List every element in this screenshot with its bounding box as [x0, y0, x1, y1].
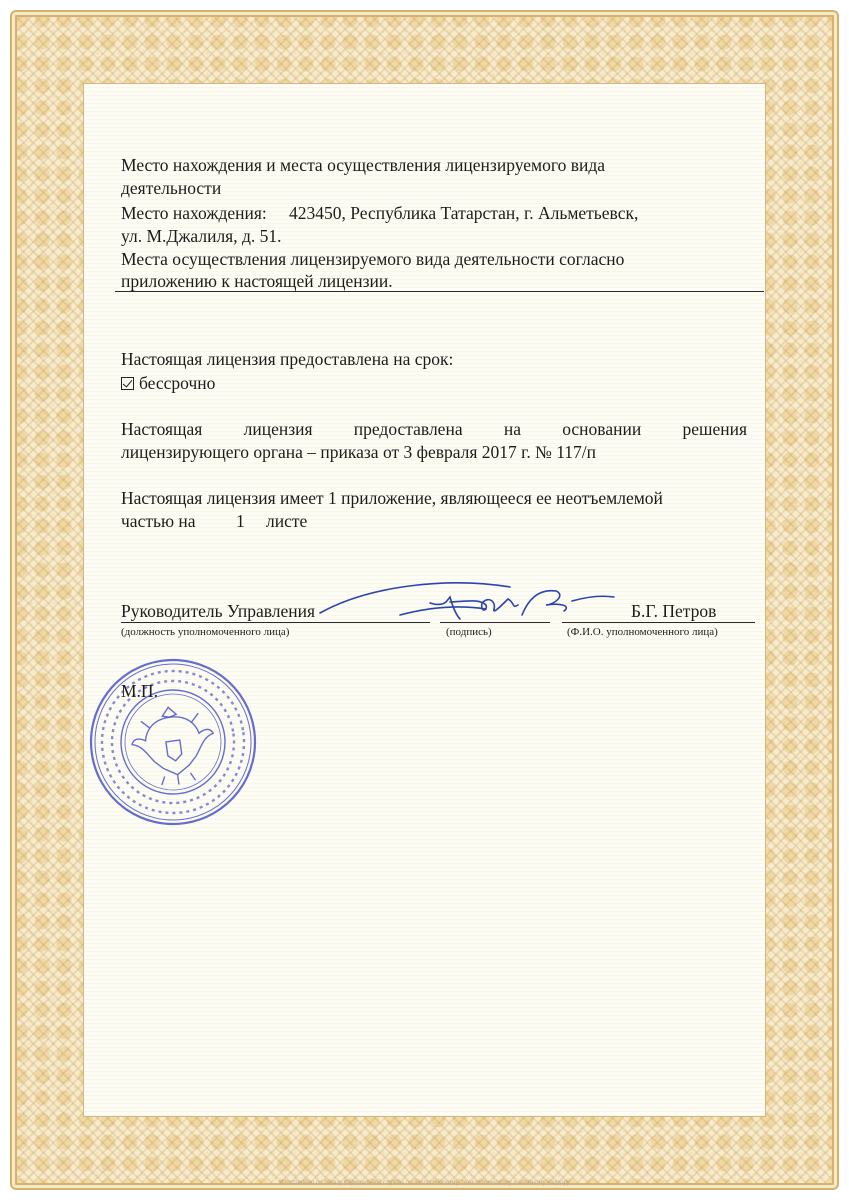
stamp-placeholder-mp: М.П. — [121, 681, 158, 701]
address-line1: 423450, Республика Татарстан, г. Альметьевск, — [289, 203, 639, 223]
caption-name: (Ф.И.О. уполномоченного лица) — [567, 626, 718, 638]
activity-line1: Места осуществления лицензируемого вида деятельности согласно — [121, 249, 625, 269]
term-option-label: бессрочно — [139, 373, 216, 393]
activity-line2: приложению к настоящей лицензии. — [121, 271, 393, 291]
appendix-line2-suffix: листе — [266, 511, 308, 531]
location-heading-line1: Место нахождения и места осуществления лицензируемого вида — [121, 155, 606, 175]
appendix-sheet-count: 1 — [236, 511, 245, 531]
term-option — [121, 372, 215, 394]
term-label: Настоящая лицензия предоставлена на срок: — [121, 349, 454, 369]
signer-position: Руководитель Управления — [121, 601, 316, 621]
caption-position: (должность уполномоченного лица) — [121, 626, 290, 638]
address-label: Место нахождения: — [121, 203, 267, 223]
checkbox-checked-icon — [121, 377, 134, 390]
appendix-line2-prefix: частью на — [121, 511, 196, 531]
caption-signature: (подпись) — [446, 626, 492, 638]
basis-line2: лицензирующего органа – приказа от 3 февраля 2017 г. № 117/п — [121, 442, 597, 462]
location-heading-line2: деятельности — [121, 178, 222, 198]
section-divider — [115, 291, 764, 292]
address-line2: ул. М.Джалиля, д. 51. — [121, 226, 282, 246]
handwritten-signature — [310, 575, 630, 635]
signer-name: Б.Г. Петров — [631, 601, 717, 621]
official-seal — [86, 655, 261, 830]
basis-line1: Настоящая лицензия предоставлена на основании решения — [121, 419, 747, 439]
printer-note: Изготовлено по заказу Федеральной службы по экологическому, технологическому и атомному надзору — [279, 1180, 570, 1186]
appendix-line1: Настоящая лицензия имеет 1 приложение, являющееся ее неотъемлемой — [121, 488, 663, 508]
